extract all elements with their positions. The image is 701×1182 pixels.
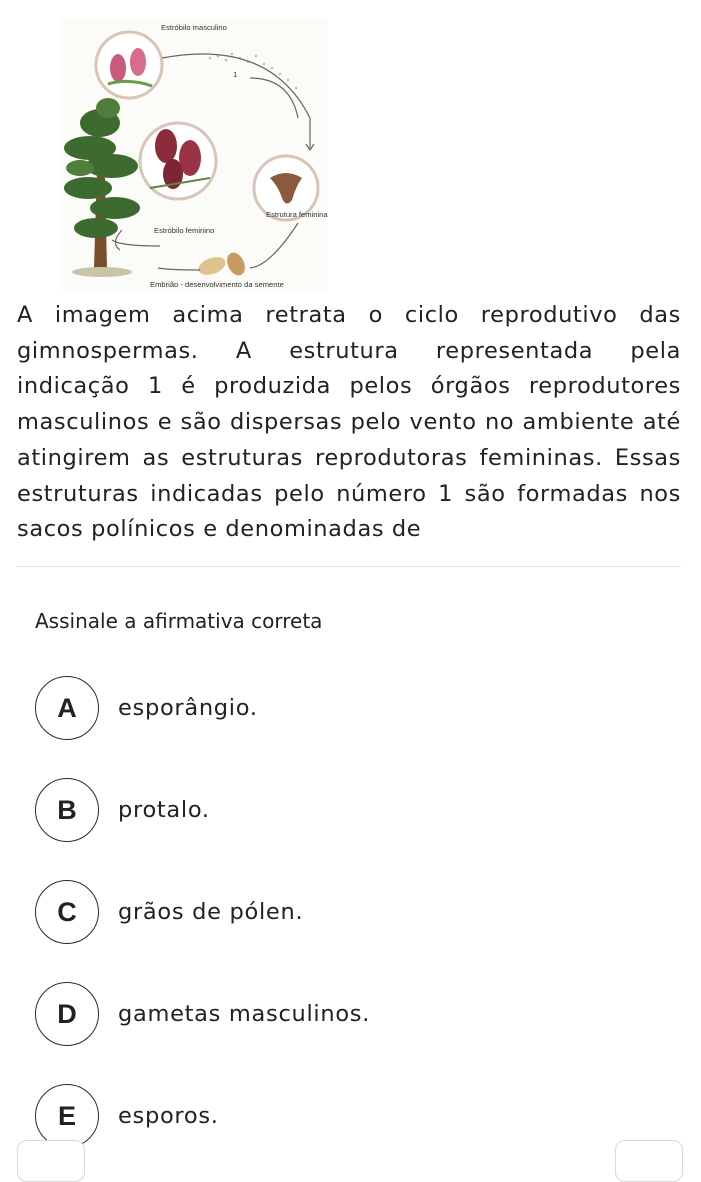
option-a[interactable] — [35, 675, 675, 741]
label-number-one: 1 — [233, 70, 238, 79]
option-letter[interactable]: B — [35, 778, 99, 842]
option-d[interactable] — [35, 981, 675, 1047]
divider — [17, 566, 681, 567]
option-text[interactable]: gametas masculinos. — [118, 1001, 371, 1027]
option-e[interactable] — [35, 1083, 675, 1149]
option-c[interactable] — [35, 879, 675, 945]
next-button[interactable] — [615, 1140, 683, 1182]
option-letter[interactable]: A — [35, 676, 99, 740]
option-text[interactable]: protalo. — [118, 797, 210, 823]
option-letter[interactable]: E — [35, 1084, 99, 1148]
option-text[interactable]: esporos. — [118, 1103, 219, 1129]
female-cone-circle — [140, 123, 216, 199]
option-b[interactable] — [35, 777, 675, 843]
question-text: A imagem acima retrata o ciclo reprodutivo das gimnospermas. A estrutura representada pela indicação 1 é produzida pelos órgãos reprodutores masculinos e são dispersas pelo vento no ambiente até atingirem as estruturas reprodutoras femininas. Essas estruturas indicadas pelo número 1 são formadas nos sacos polínicos e denominadas de — [17, 302, 681, 543]
option-letter[interactable]: D — [35, 982, 99, 1046]
label-female-structure: Estrutura feminina — [266, 210, 328, 219]
instruction-text: Assinale a afirmativa correta — [35, 609, 323, 633]
male-cone-circle — [96, 32, 162, 98]
label-embryo: Embrião - desenvolvimento da semente — [150, 280, 284, 289]
option-text[interactable]: grãos de pólen. — [118, 899, 304, 925]
option-text[interactable]: esporângio. — [118, 695, 258, 721]
life-cycle-illustration — [60, 18, 328, 290]
label-female-cone: Estróbilo feminino — [154, 226, 215, 235]
previous-button[interactable] — [17, 1140, 85, 1182]
option-letter[interactable]: C — [35, 880, 99, 944]
label-male-cone: Estróbilo masculino — [161, 23, 227, 32]
